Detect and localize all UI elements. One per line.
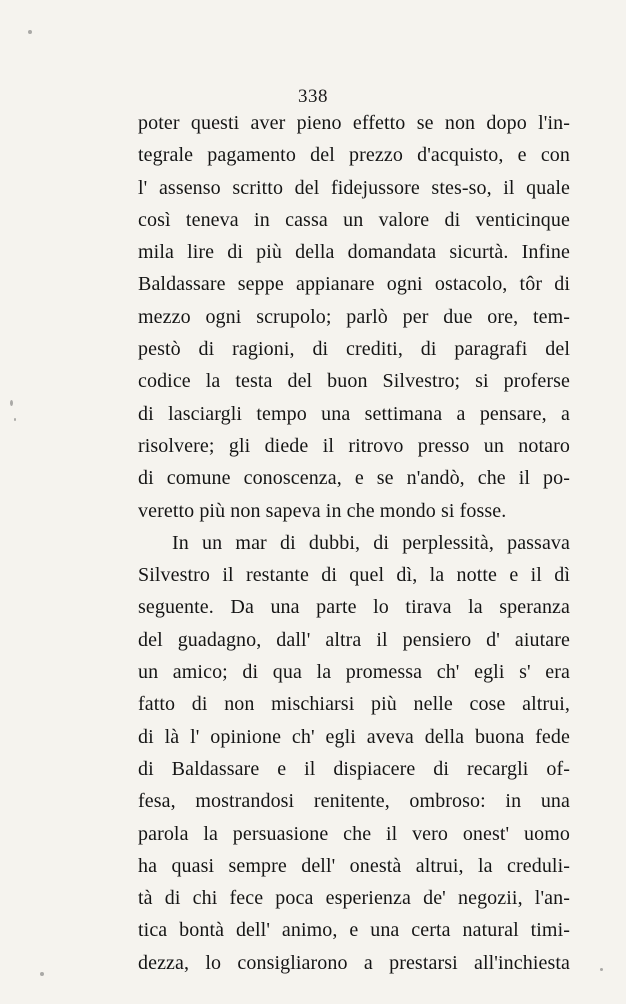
text-line: pestò di ragioni, di crediti, di paragrafi del — [138, 338, 570, 361]
text-line: tica bontà dell' animo, e una certa natural timi- — [138, 919, 570, 942]
paper-speck — [10, 400, 13, 406]
text-line: Baldassare seppe appianare ogni ostacolo, tôr di — [138, 273, 570, 296]
text-line: di comune conoscenza, e se n'andò, che il po- — [138, 467, 570, 490]
text-line: In un mar di dubbi, di perplessità, passava — [172, 531, 570, 554]
text-line: seguente. Da una parte lo tirava la speranza — [138, 596, 570, 619]
paper-speck — [600, 968, 603, 971]
page-number: 338 — [298, 86, 328, 107]
text-line: così teneva in cassa un valore di venticinque — [138, 208, 570, 231]
text-line: codice la testa del buon Silvestro; si proferse — [138, 370, 570, 393]
text-line: tà di chi fece poca esperienza de' negozii, l'an- — [138, 887, 570, 910]
text-line: risolvere; gli diede il ritrovo presso un notaro — [138, 434, 570, 457]
text-line: di là l' opinione ch' egli aveva della buona fede — [138, 725, 570, 748]
text-line: di Baldassare e il dispiacere di recargli of- — [138, 757, 570, 780]
text-line: tegrale pagamento del prezzo d'acquisto, e con — [138, 144, 570, 167]
paper-speck — [14, 418, 16, 421]
text-line: fatto di non mischiarsi più nelle cose altrui, — [138, 693, 570, 716]
text-line: del guadagno, dall' altra il pensiero d' aiutare — [138, 628, 570, 651]
text-line: Silvestro il restante di quel dì, la notte e il dì — [138, 564, 570, 587]
text-line: parola la persuasione che il vero onest' uomo — [138, 822, 570, 845]
text-line: mila lire di più della domandata sicurtà. Infine — [138, 241, 570, 264]
text-line: dezza, lo consigliarono a prestarsi all'inchiesta — [138, 951, 570, 974]
paper-speck — [28, 30, 32, 34]
body-text — [138, 107, 570, 979]
text-line: ha quasi sempre dell' onestà altrui, la creduli- — [138, 854, 570, 877]
text-line: fesa, mostrandosi renitente, ombroso: in una — [138, 790, 570, 813]
text-line: di lasciargli tempo una settimana a pensare, a — [138, 402, 570, 425]
text-line: veretto più non sapeva in che mondo si fosse. — [138, 499, 507, 522]
text-line: l' assenso scritto del fidejussore stes-so, il quale — [138, 176, 570, 199]
text-line: poter questi aver pieno effetto se non dopo l'in- — [138, 112, 570, 134]
text-line: un amico; di qua la promessa ch' egli s' era — [138, 661, 570, 684]
paper-speck — [40, 972, 44, 976]
text-line: mezzo ogni scrupolo; parlò per due ore, tem- — [138, 305, 570, 328]
